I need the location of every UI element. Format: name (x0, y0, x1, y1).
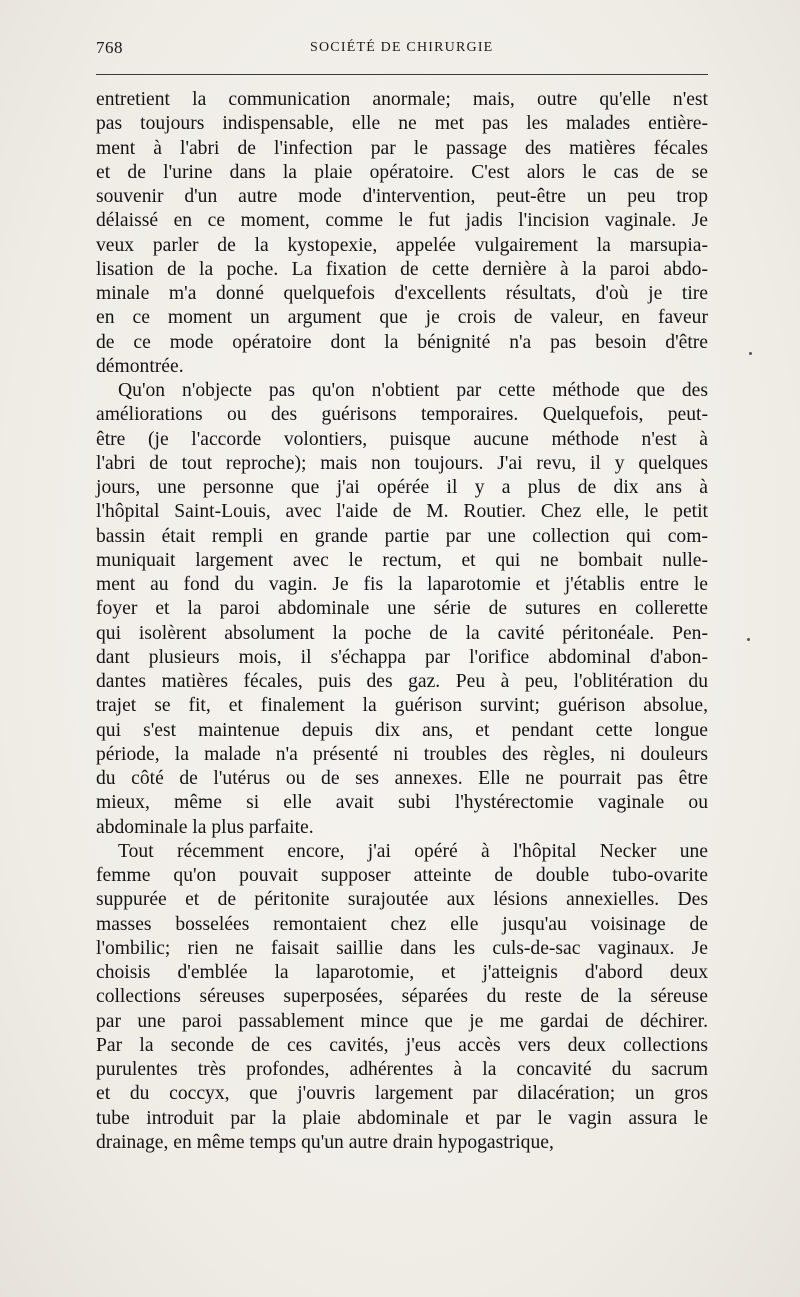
page-header (96, 38, 708, 62)
text-line: suppurée et de péritonite surajoutée aux lésions annexielles. Des (96, 889, 708, 911)
text-line: Qu'on n'objecte pas qu'on n'obtient par cette méthode que des (118, 380, 708, 401)
text-line: trajet se fit, et finalement la guérison survint; guérison absolue, (96, 695, 708, 717)
text-line: minale m'a donné quelquefois d'excellents résultats, d'où je tire (96, 283, 708, 304)
text-line: bassin était rempli en grande partie par une collection qui com- (96, 525, 708, 547)
text-line: mieux, même si elle avait subi l'hystérectomie vaginale ou (96, 792, 708, 814)
text-line: tube introduit par la plaie abdominale et par le vagin assura le (96, 1107, 708, 1129)
paragraph (96, 379, 708, 840)
text-line: dantes matières fécales, puis des gaz. Peu à peu, l'oblitération du (96, 671, 708, 692)
print-speck (749, 352, 752, 355)
text-line: du côté de l'utérus ou de ses annexes. Elle ne pourrait pas être (96, 768, 708, 789)
paragraph (96, 840, 708, 1155)
text-line: pas toujours indispensable, elle ne met pas les malades entière- (96, 113, 708, 135)
text-line: souvenir d'un autre mode d'intervention, peut-être un peu trop (96, 186, 708, 207)
text-line: être (je l'accorde volontiers, puisque aucune méthode n'est à (96, 428, 708, 450)
paragraph (96, 88, 708, 379)
text-line: ment à l'abri de l'infection par le passage des matières fécales (96, 137, 708, 159)
text-line: muniquait largement avec le rectum, et qui ne bombait nulle- (96, 549, 708, 571)
text-line: purulentes très profondes, adhérentes à la concavité du sacrum (96, 1059, 708, 1080)
text-line: et de l'urine dans la plaie opératoire. C'est alors le cas de se (96, 161, 708, 183)
body-text (96, 88, 708, 1155)
running-head: SOCIÉTÉ DE CHIRURGIE (310, 40, 494, 55)
text-line: drainage, en même temps qu'un autre drain hypogastrique, (96, 1131, 554, 1153)
text-line: de ce mode opératoire dont la bénignité n'a pas besoin d'être (96, 331, 708, 353)
text-line: veux parler de la kystopexie, appelée vulgairement la marsupia- (96, 234, 708, 256)
text-line: et du coccyx, que j'ouvris largement par dilacération; un gros (96, 1083, 708, 1105)
page-number: 768 (96, 38, 123, 57)
text-line: lisation de la poche. La fixation de cette dernière à la paroi abdo- (96, 258, 708, 280)
text-line: collections séreuses superposées, séparées du reste de la séreuse (96, 986, 708, 1008)
text-line: choisis d'emblée la laparotomie, et j'atteignis d'abord deux (96, 962, 708, 983)
text-line: période, la malade n'a présenté ni troubles des règles, ni douleurs (96, 743, 708, 765)
text-line: foyer et la paroi abdominale une série de sutures en collerette (96, 598, 708, 620)
header-rule (96, 74, 708, 75)
print-speck (747, 638, 750, 641)
text-line: qui s'est maintenue depuis dix ans, et pendant cette longue (96, 719, 708, 741)
text-line: qui isolèrent absolument la poche de la cavité péritonéale. Pen- (96, 622, 708, 644)
text-line: dant plusieurs mois, il s'échappa par l'orifice abdominal d'abon- (96, 646, 708, 668)
text-line: l'ombilic; rien ne faisait saillie dans les culs-de-sac vaginaux. Je (96, 937, 708, 959)
text-line: l'hôpital Saint-Louis, avec l'aide de M. Routier. Chez elle, le petit (96, 501, 708, 523)
text-line: jours, une personne que j'ai opérée il y a plus de dix ans à (96, 477, 708, 498)
text-line: en ce moment un argument que je crois de valeur, en faveur (96, 307, 708, 329)
text-line: délaissé en ce moment, comme le fut jadis l'incision vaginale. Je (96, 210, 708, 232)
text-line: Tout récemment encore, j'ai opéré à l'hôpital Necker une (118, 840, 708, 862)
text-line: masses bosselées remontaient chez elle jusqu'au voisinage de (96, 913, 708, 935)
text-line: femme qu'on pouvait supposer atteinte de double tubo-ovarite (96, 865, 708, 886)
text-line: améliorations ou des guérisons temporaires. Quelquefois, peut- (96, 404, 708, 426)
text-line: abdominale la plus parfaite. (96, 816, 314, 838)
text-line: démontrée. (96, 355, 184, 377)
text-line: l'abri de tout reproche); mais non toujours. J'ai revu, il y quelques (96, 452, 708, 474)
text-line: Par la seconde de ces cavités, j'eus accès vers deux collections (96, 1034, 708, 1056)
text-line: ment au fond du vagin. Je fis la laparotomie et j'établis entre le (96, 574, 708, 595)
text-line: entretient la communication anormale; mais, outre qu'elle n'est (96, 89, 708, 110)
text-line: par une paroi passablement mince que je me gardai de déchirer. (96, 1010, 708, 1032)
